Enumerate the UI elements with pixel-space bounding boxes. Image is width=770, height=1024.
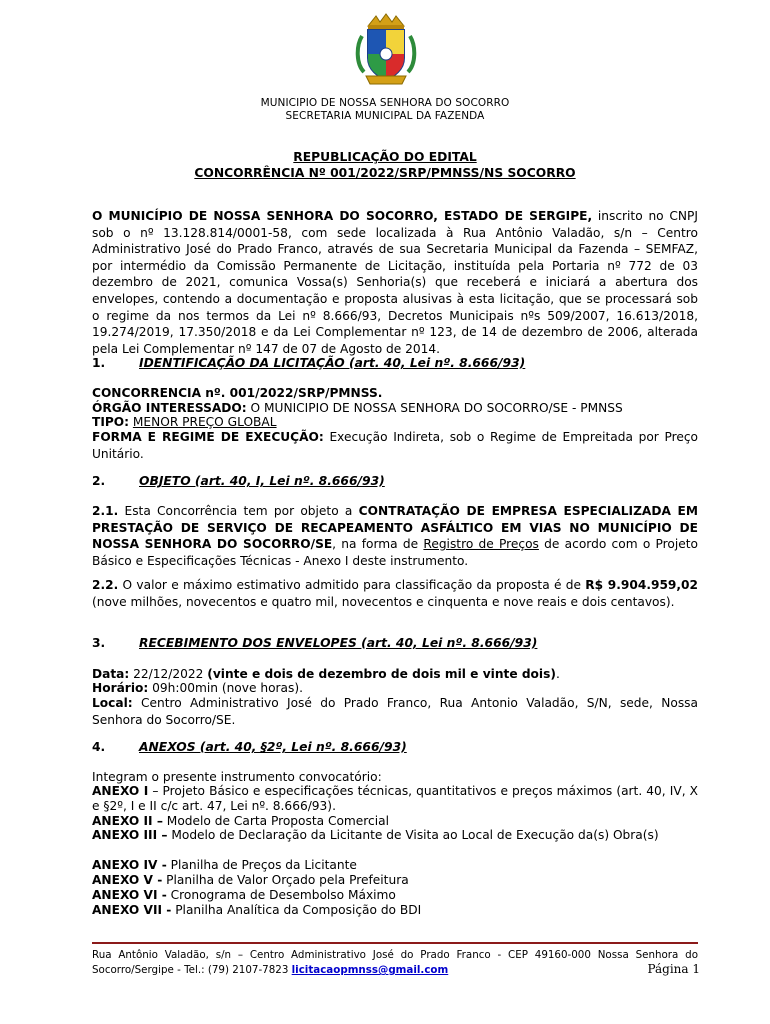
section-title: RECEBIMENTO DOS ENVELOPES (art. 40, Lei nº. 8.666/93) [139, 636, 538, 650]
header-municipality: MUNICIPIO DE NOSSA SENHORA DO SOCORRO [260, 97, 510, 109]
anexo-label: ANEXO I [92, 784, 149, 798]
anexo-text: Planilha de Valor Orçado pela Prefeitura [162, 873, 409, 887]
local-value: Centro Administrativo José do Prado Franco, Rua Antonio Valadão, S/N, sede, Nossa Senhora do Socorro/SE. [92, 696, 698, 727]
section-title: IDENTIFICAÇÃO DA LICITAÇÃO (art. 40, Lei nº. 8.666/93) [139, 356, 526, 370]
footer-text: Rua Antônio Valadão, s/n – Centro Administrativo José do Prado Franco - CEP 49160-000 Nossa Senhora do Socorro/Sergipe - Tel.: (79) 2107-7823 [92, 949, 698, 976]
anexo-text: Cronograma de Desembolso Máximo [166, 888, 396, 902]
section-number: 1. [92, 356, 106, 370]
horario-line [92, 681, 698, 696]
anexo-text: Planilha de Preços da Licitante [166, 858, 357, 872]
tipo-value: MENOR PREÇO GLOBAL [132, 415, 277, 429]
horario-value: 09h:00min (nove horas). [148, 681, 303, 695]
anexo-5 [92, 873, 698, 888]
anexo-text: Planilha Analítica da Composição do BDI [171, 903, 422, 917]
registro-precos: Registro de Preços [423, 537, 539, 552]
document-title: REPUBLICAÇÃO DO EDITAL [293, 150, 477, 164]
paragraph-text: de acordo com o Projeto Básico e Especificações Técnicas - Anexo I deste instrumento. [92, 537, 699, 568]
section-1-heading [92, 356, 525, 370]
horario-label: Horário: [92, 681, 149, 695]
anexo-label: ANEXO VI - [92, 888, 167, 902]
forma-label: FORMA E REGIME DE EXECUÇÃO: [92, 430, 324, 444]
footer-address [92, 948, 698, 978]
orgao-label: ÓRGÃO INTERESSADO: [92, 401, 247, 415]
anexo-1 [92, 784, 698, 814]
concorrencia-line: CONCORRENCIA nº. 001/2022/SRP/PMNSS. [92, 386, 383, 400]
section-3-heading [92, 636, 537, 650]
data-text: (vinte e dois de dezembro de dois mil e vinte dois) [207, 667, 556, 681]
paragraph-number: 2.2. [92, 578, 119, 592]
municipal-crest-logo [354, 12, 418, 92]
section-title: OBJETO (art. 40, I, Lei nº. 8.666/93) [139, 474, 385, 488]
paragraph-text: (nove milhões, novecentos e quatro mil, novecentos e cinquenta e nove reais e dois centavos). [92, 594, 675, 609]
local-line [92, 695, 698, 728]
footer-divider [92, 942, 698, 944]
orgao-value: O MUNICIPIO DE NOSSA SENHORA DO SOCORRO/SE - PMNSS [246, 401, 623, 415]
anexo-7 [92, 903, 698, 918]
object-description: CONTRATAÇÃO DE EMPRESA ESPECIALIZADA EM PRESTAÇÃO DE SERVIÇO DE RECAPEAMENTO ASFÁLTICO EM VIAS NO MUNICÍPIO DE NOSSA SENHORA DO SOCORRO/SE [92, 504, 698, 552]
page-number: Página 1 [647, 962, 700, 976]
anexo-4 [92, 858, 698, 873]
data-end: . [555, 667, 560, 681]
anexo-label: ANEXO II – [92, 814, 163, 828]
intro-bold: O MUNICÍPIO DE NOSSA SENHORA DO SOCORRO, ESTADO DE SERGIPE, [92, 209, 593, 223]
section-2-heading [92, 474, 385, 488]
tipo-line [92, 415, 698, 430]
anexo-label: ANEXO VII - [92, 903, 172, 917]
anexo-text: Modelo de Carta Proposta Comercial [162, 814, 389, 828]
paragraph-2-1 [92, 503, 698, 569]
anexo-text: Modelo de Declaração da Licitante de Visita ao Local de Execução da(s) Obra(s) [167, 828, 659, 842]
orgao-line [92, 401, 698, 416]
section-number: 3. [92, 636, 106, 650]
paragraph-number: 2.1. [92, 504, 119, 518]
paragraph-text: , na forma de [332, 537, 424, 552]
anexo-label: ANEXO III – [92, 828, 168, 842]
section-title: ANEXOS (art. 40, §2º, Lei nº. 8.666/93) [139, 740, 407, 754]
paragraph-text: O valor e máximo estimativo admitido para classificação da proposta é de [118, 578, 586, 592]
section-4-heading [92, 740, 407, 754]
anexo-2 [92, 814, 698, 829]
anexo-6 [92, 888, 698, 903]
header-secretariat: SECRETARIA MUNICIPAL DA FAZENDA [285, 110, 485, 122]
document-subtitle: CONCORRÊNCIA Nº 001/2022/SRP/PMNSS/NS SOCORRO [194, 166, 576, 180]
paragraph-2-2 [92, 577, 698, 610]
section-number: 4. [92, 740, 106, 754]
data-label: Data: [92, 667, 130, 681]
anexo-label: ANEXO V - [92, 873, 163, 887]
intro-text: inscrito no CNPJ sob o nº 13.128.814/0001-58, com sede localizada à Rua Antônio Valadão, s/n – Centro Administrativo José do Prado Franco, através de sua Secretaria Municipal da Fazenda – SEMFAZ, por intermédio da Comissão Permanente de Licitação, instituída pela Portaria nº 772 de 03 dezembro de 2021, comunica Vossa(s) Senhoria(s) que receberá e iniciará a abertura dos envelopes, contendo a documentação e proposta alusivas à esta licitação, que se processará sob o regime da nos termos da Lei nº 8.666/93, Decretos Municipais nºs 509/2007, 16.613/2018, 19.274/2019, 17.350/2018 e da Lei Complementar nº 123, de 14 de dezembro de 2006, alterada pela Lei Complementar nº 147 de 07 de Agosto de 2014. [92, 209, 698, 356]
anexo-label: ANEXO IV - [92, 858, 167, 872]
forma-line [92, 429, 698, 462]
anexo-text: – Projeto Básico e especificações técnicas, quantitativos e preços máximos (art. 40, IV, X e §2º, I e II c/c art. 47, Lei nº. 8.666/93). [92, 784, 699, 813]
section-number: 2. [92, 474, 106, 488]
data-value: 22/12/2022 [129, 667, 208, 681]
intro-paragraph [92, 208, 698, 357]
forma-value: Execução Indireta, sob o Regime de Empreitada por Preço Unitário. [92, 430, 698, 461]
footer-email-link[interactable]: licitacaopmnss@gmail.com [291, 964, 449, 976]
local-label: Local: [92, 696, 133, 710]
data-line [92, 667, 698, 682]
paragraph-text: Esta Concorrência tem por objeto a [118, 504, 359, 518]
anexo-3 [92, 828, 698, 843]
tipo-label: TIPO: [92, 415, 130, 429]
anexos-intro: Integram o presente instrumento convocatório: [92, 770, 382, 784]
estimated-value: R$ 9.904.959,02 [585, 578, 698, 592]
